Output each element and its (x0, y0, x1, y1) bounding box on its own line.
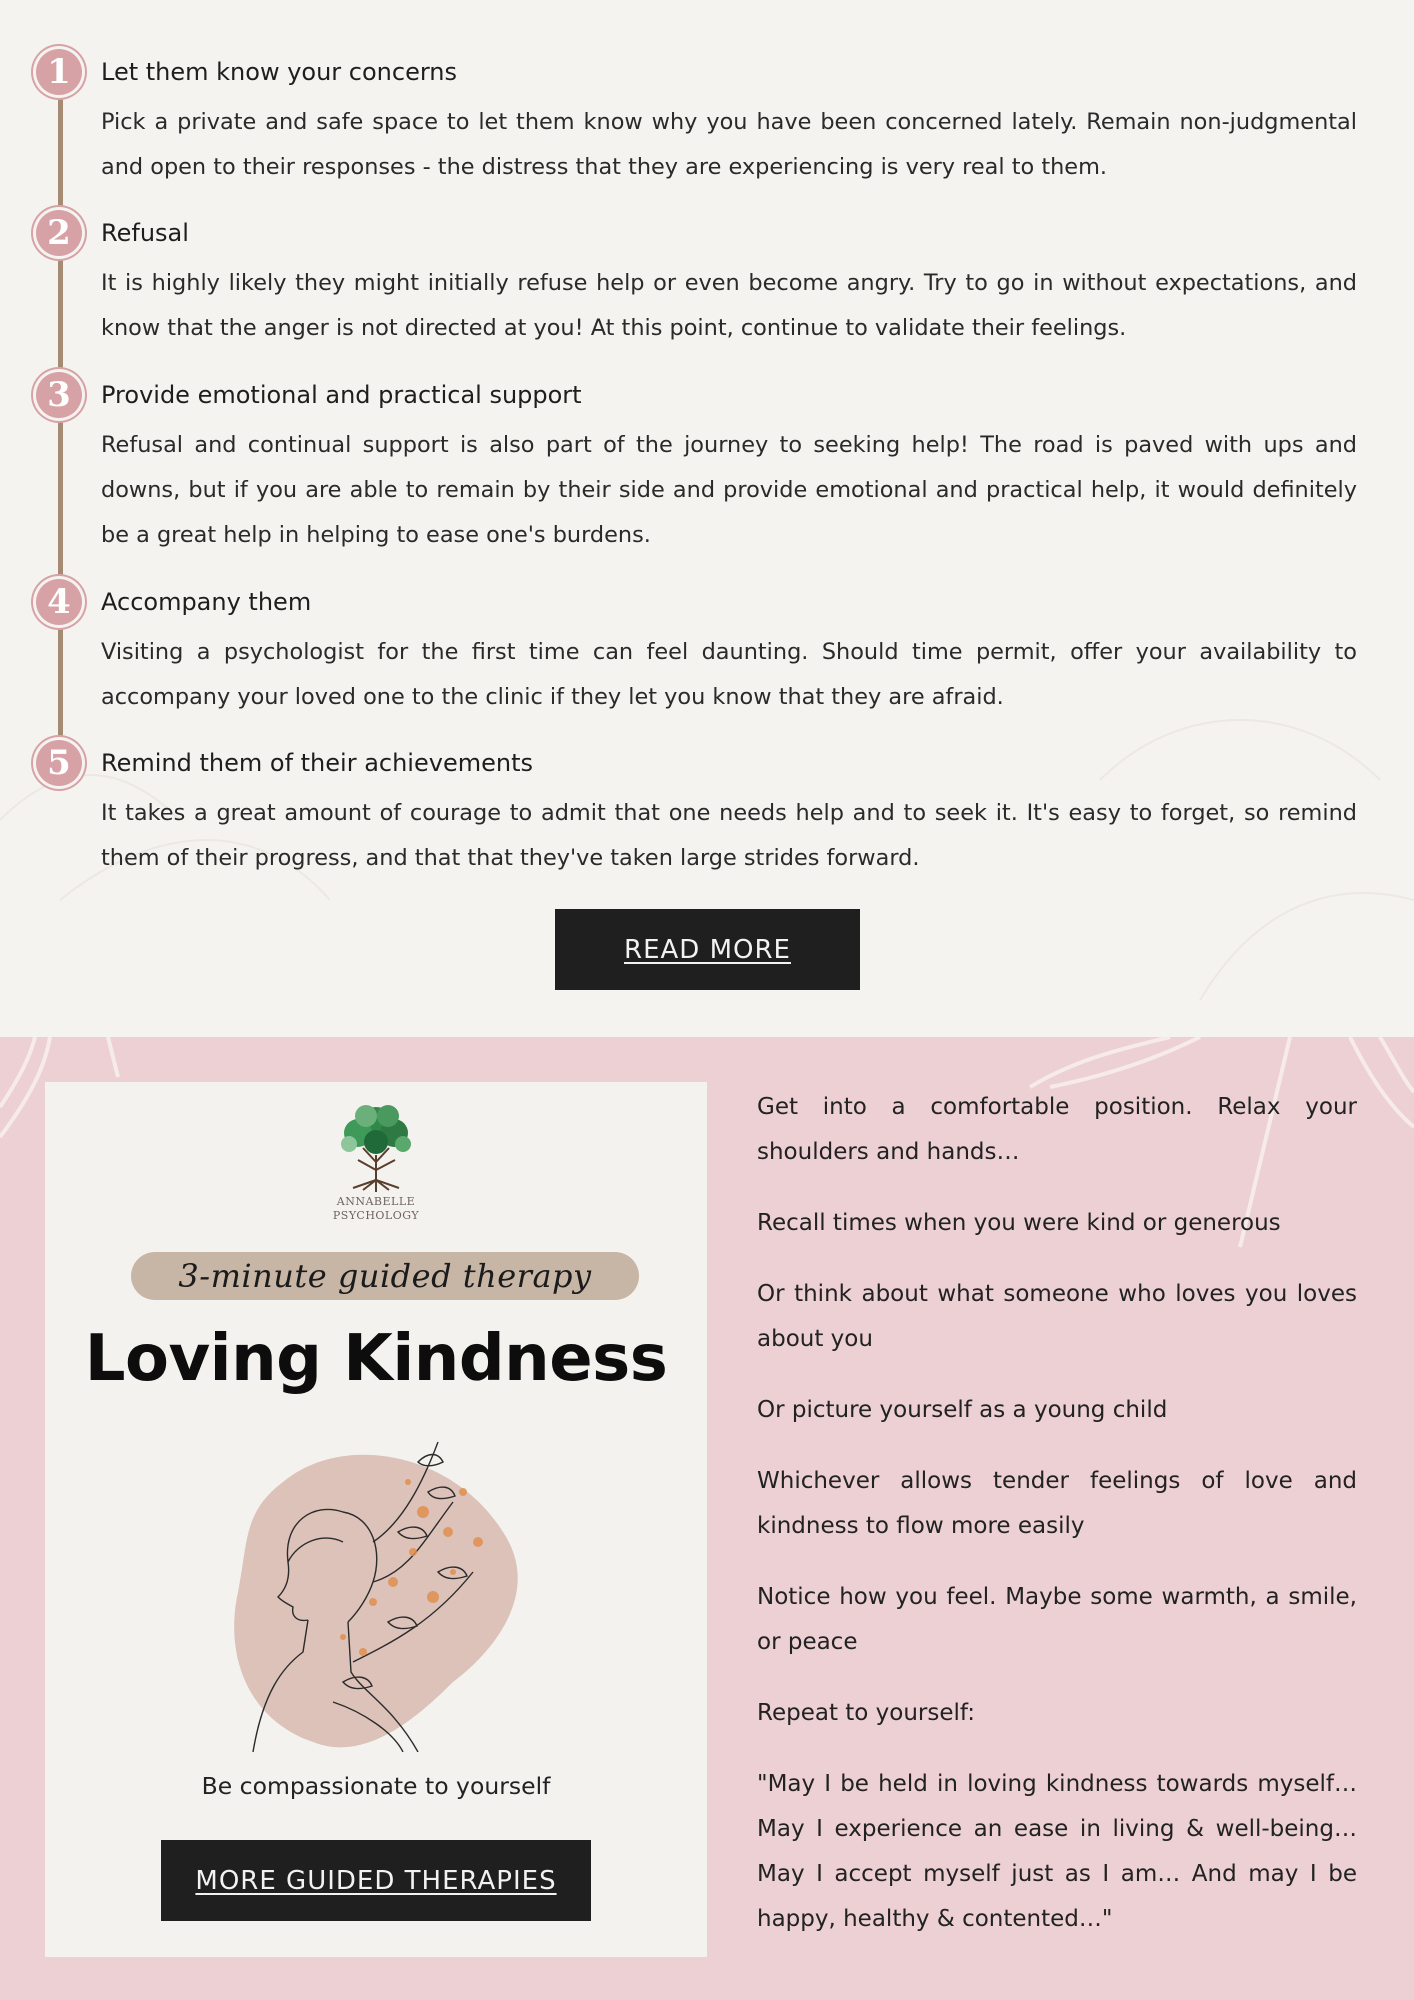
step-title: Let them know your concerns (101, 58, 458, 86)
instruction-paragraph: Whichever allows tender feelings of love and kindness to flow more easily (757, 1468, 1357, 1539)
guided-therapy-section (0, 1037, 1414, 2000)
quote-line: May I accept myself just as I am… And may I be (757, 1861, 1357, 1887)
quote-line: "May I be held in loving kindness towards myself… (757, 1771, 1357, 1797)
step-title: Refusal (101, 219, 189, 247)
step-body: Pick a private and safe space to let them know why you have been concerned lately. Remain non-judgmental and open to their responses - the distress that they are experiencing is very real to them. (101, 109, 1357, 180)
instructions-column (757, 1085, 1357, 1942)
affirmation-quote (757, 1762, 1357, 1942)
read-more-button[interactable]: READ MORE (555, 909, 860, 990)
instruction-paragraph: Or think about what someone who loves you loves about you (757, 1281, 1357, 1352)
instruction-paragraph: Repeat to yourself: (757, 1700, 975, 1726)
step-title: Accompany them (101, 588, 312, 616)
step-body: Visiting a psychologist for the first time can feel daunting. Should time permit, offer your availability to accompany your loved one to the clinic if they let you know that they are afraid. (101, 639, 1357, 710)
step-body: It takes a great amount of courage to admit that one needs help and to seek it. It's easy to forget, so remind them of their progress, and that that they've taken large strides forward. (101, 800, 1357, 871)
subtitle-pill: 3-minute guided therapy (131, 1252, 639, 1300)
step-number-badge: 4 (36, 579, 82, 625)
step-number-badge: 2 (36, 210, 82, 256)
card-caption: Be compassionate to yourself (201, 1772, 551, 1800)
logo-line-1: ANNABELLE (336, 1195, 416, 1208)
logo-text (45, 1195, 707, 1223)
instruction-paragraph: Or picture yourself as a young child (757, 1397, 1168, 1423)
step-body: It is highly likely they might initially refuse help or even become angry. Try to go in without expectations, and know that the anger is not directed at you! At this point, continue to validate their feelings. (101, 270, 1357, 341)
step-title: Remind them of their achievements (101, 749, 533, 777)
step-number-badge: 5 (36, 740, 82, 786)
woman-flower-illustration (223, 1422, 533, 1752)
instruction-paragraph: Notice how you feel. Maybe some warmth, a smile, or peace (757, 1584, 1357, 1655)
quote-line: May I experience an ease in living & well-being… (757, 1816, 1357, 1842)
guided-therapy-card (45, 1082, 707, 1957)
step-number-badge: 3 (36, 372, 82, 418)
step-number-badge: 1 (36, 49, 82, 95)
instruction-paragraph: Get into a comfortable position. Relax your shoulders and hands… (757, 1094, 1357, 1165)
tree-logo-icon (333, 1100, 419, 1192)
card-title: Loving Kindness (84, 1322, 668, 1396)
logo-line-2: PSYCHOLOGY (332, 1209, 420, 1222)
instruction-paragraph: Recall times when you were kind or generous (757, 1210, 1281, 1236)
more-guided-therapies-button[interactable]: MORE GUIDED THERAPIES (161, 1840, 591, 1921)
step-body: Refusal and continual support is also part of the journey to seeking help! The road is paved with ups and downs, but if you are able to remain by their side and provide emotional and practical help, it would definitely be a great help in helping to ease one's burdens. (101, 432, 1357, 548)
step-title: Provide emotional and practical support (101, 381, 582, 409)
quote-line: happy, healthy & contented…" (757, 1906, 1113, 1932)
